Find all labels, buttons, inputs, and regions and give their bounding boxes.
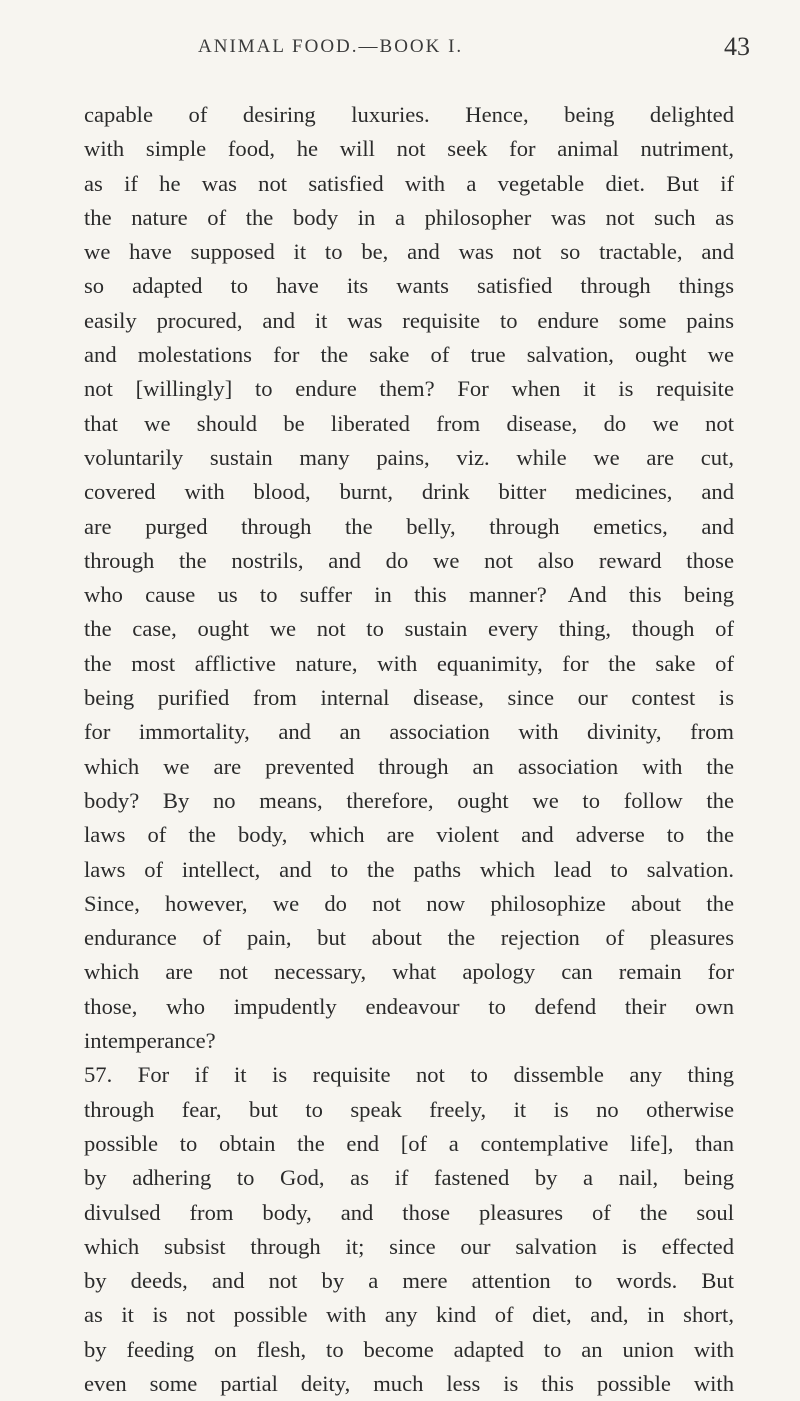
paragraph-start-line: 57. For if it is requisite not to dissemble any thing bbox=[84, 1062, 734, 1088]
page-number: 43 bbox=[724, 32, 750, 61]
running-title: ANIMAL FOOD.—BOOK I. bbox=[198, 36, 464, 57]
running-head bbox=[0, 30, 800, 70]
text-line: as it is not possible with any kind of diet, and, in short, bbox=[84, 1302, 734, 1328]
text-line: are purged through the belly, through emetics, and bbox=[84, 513, 734, 539]
text-line: those, who impudently endeavour to defend their own bbox=[84, 993, 734, 1019]
text-line: as if he was not satisfied with a vegetable diet. But if bbox=[84, 170, 734, 196]
text-line: divulsed from body, and those pleasures of the soul bbox=[84, 1199, 734, 1225]
text-line: and molestations for the sake of true salvation, ought we bbox=[84, 342, 734, 368]
text-line: with simple food, he will not seek for animal nutriment, bbox=[84, 136, 734, 162]
text-line: possible to obtain the end [of a contemplative life], than bbox=[84, 1130, 734, 1156]
text-line: easily procured, and it was requisite to endure some pains bbox=[84, 307, 734, 333]
text-line: laws of the body, which are violent and adverse to the bbox=[84, 822, 734, 848]
text-line: which are not necessary, what apology can remain for bbox=[84, 959, 734, 985]
text-line: the nature of the body in a philosopher was not such as bbox=[84, 204, 734, 230]
text-line: through fear, but to speak freely, it is no otherwise bbox=[84, 1096, 734, 1122]
text-line: for immortality, and an association with divinity, from bbox=[84, 719, 734, 745]
body-text bbox=[84, 98, 734, 1401]
text-line: by deeds, and not by a mere attention to words. But bbox=[84, 1268, 734, 1294]
text-line: not [willingly] to endure them? For when it is requisite bbox=[84, 376, 734, 402]
text-line: capable of desiring luxuries. Hence, being delighted bbox=[84, 102, 734, 127]
text-line: body? By no means, therefore, ought we to follow the bbox=[84, 787, 734, 813]
text-line: voluntarily sustain many pains, viz. while we are cut, bbox=[84, 444, 734, 470]
text-line: Since, however, we do not now philosophize about the bbox=[84, 890, 734, 916]
text-line: so adapted to have its wants satisfied through things bbox=[84, 273, 734, 299]
text-line: we have supposed it to be, and was not so tractable, and bbox=[84, 239, 734, 265]
text-line: which subsist through it; since our salvation is effected bbox=[84, 1233, 734, 1259]
text-line: through the nostrils, and do we not also reward those bbox=[84, 547, 734, 573]
text-line: intemperance? bbox=[84, 1028, 216, 1054]
text-line: being purified from internal disease, since our contest is bbox=[84, 685, 734, 711]
text-line: laws of intellect, and to the paths which lead to salvation. bbox=[84, 856, 734, 882]
text-line: the case, ought we not to sustain every thing, though of bbox=[84, 616, 734, 642]
text-line: who cause us to suffer in this manner? And this being bbox=[84, 582, 734, 608]
text-line: by feeding on flesh, to become adapted to an union with bbox=[84, 1336, 734, 1362]
text-line: endurance of pain, but about the rejection of pleasures bbox=[84, 925, 734, 951]
text-line: which we are prevented through an association with the bbox=[84, 753, 734, 779]
text-line: the most afflictive nature, with equanimity, for the sake of bbox=[84, 650, 734, 676]
text-line: even some partial deity, much less is this possible with bbox=[84, 1370, 734, 1396]
text-line: covered with blood, burnt, drink bitter medicines, and bbox=[84, 479, 734, 505]
text-line: by adhering to God, as if fastened by a nail, being bbox=[84, 1165, 734, 1191]
text-line: that we should be liberated from disease, do we not bbox=[84, 410, 734, 436]
